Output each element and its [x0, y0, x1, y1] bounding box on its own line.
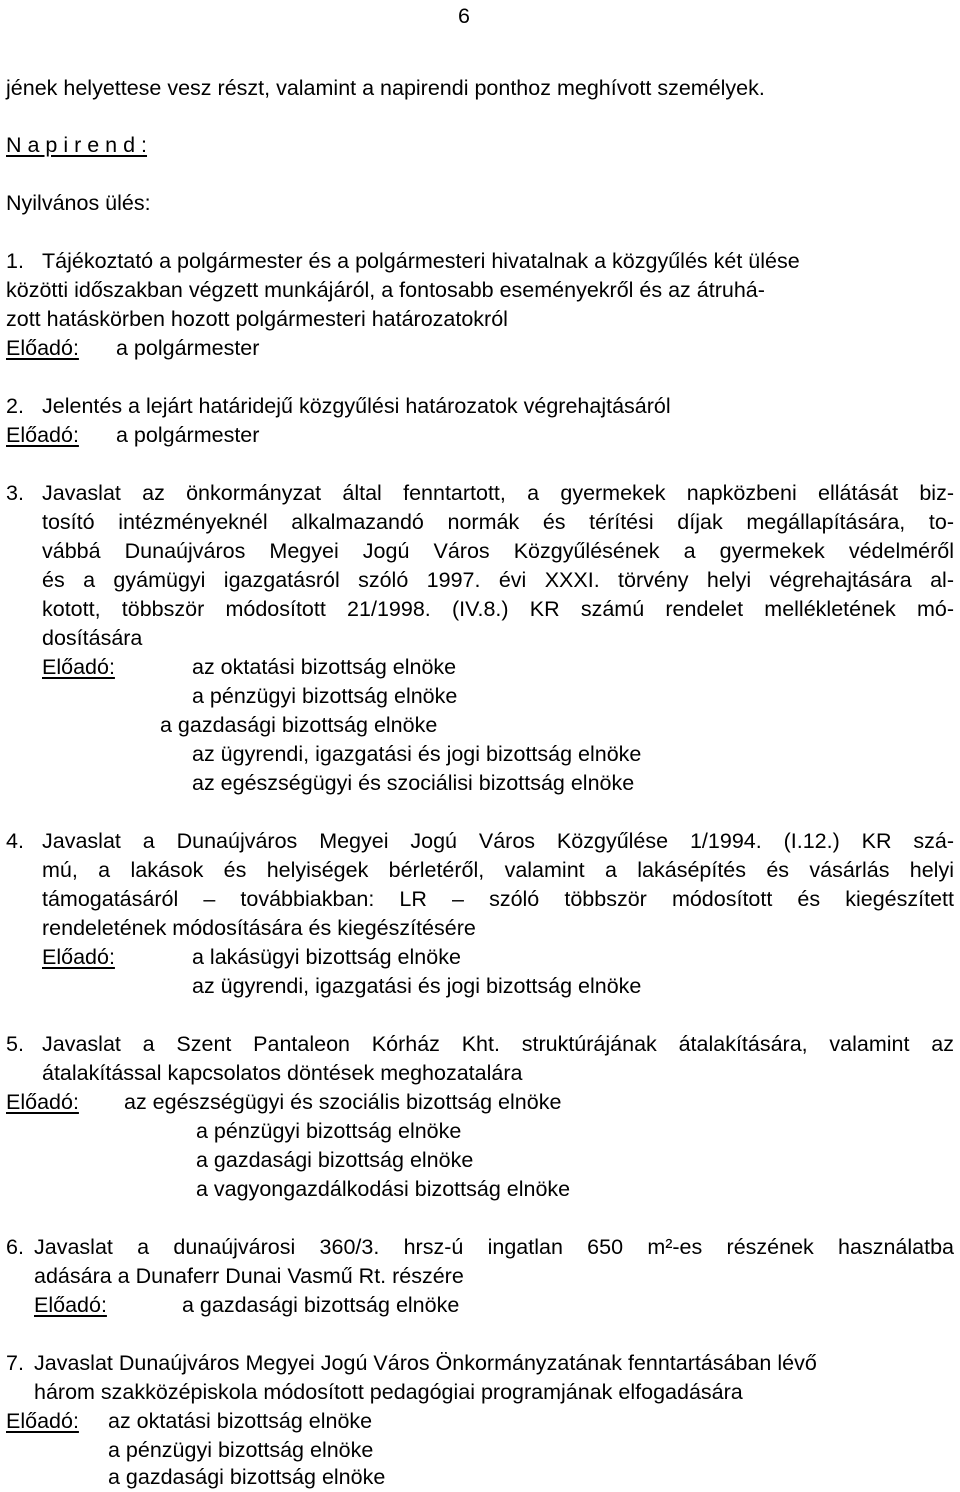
- presenter: a pénzügyi bizottság elnöke: [108, 1438, 374, 1462]
- presenter: a gazdasági bizottság elnöke: [108, 1465, 386, 1489]
- presenter-label: Előadó:: [6, 423, 79, 447]
- session-heading: Nyilvános ülés:: [6, 191, 151, 215]
- presenter: a lakásügyi bizottság elnöke: [192, 945, 461, 969]
- item-line: Javaslat a Szent Pantaleon Kórház Kht. struktúrájának átalakítására, valamint az: [42, 1032, 954, 1056]
- presenter: az oktatási bizottság elnöke: [192, 655, 457, 679]
- item-line: Jelentés a lejárt határidejű közgyűlési határozatok végrehajtásáról: [42, 394, 671, 418]
- presenter: a pénzügyi bizottság elnöke: [196, 1119, 462, 1143]
- presenter: az ügyrendi, igazgatási és jogi bizottság elnöke: [192, 742, 642, 766]
- intro-text: jének helyettese vesz részt, valamint a napirendi ponthoz meghívott személyek.: [6, 76, 765, 100]
- presenter: a gazdasági bizottság elnöke: [196, 1148, 474, 1172]
- item-number: 7.: [6, 1351, 24, 1375]
- presenter: a pénzügyi bizottság elnöke: [192, 684, 458, 708]
- presenter-label: Előadó:: [6, 1090, 79, 1114]
- item-line: rendeletének módosítására és kiegészítésére: [42, 916, 476, 940]
- item-line: vábbá Dunaújváros Megyei Jogú Város Közgyűlésének a gyermekek védelméről: [42, 539, 954, 563]
- item-number: 4.: [6, 829, 24, 853]
- agenda-heading: N a p i r e n d :: [6, 133, 148, 157]
- presenter: a polgármester: [116, 336, 260, 360]
- presenter-label: Előadó:: [6, 336, 79, 360]
- item-number: 2.: [6, 394, 24, 418]
- presenter: a polgármester: [116, 423, 260, 447]
- item-line: Tájékoztató a polgármester és a polgármesteri hivatalnak a közgyűlés két ülése: [42, 249, 800, 273]
- page-number: 6: [458, 4, 470, 28]
- presenter: az egészségügyi és szociális bizottság elnöke: [124, 1090, 562, 1114]
- presenter: az ügyrendi, igazgatási és jogi bizottság elnöke: [192, 974, 642, 998]
- presenter-label: Előadó:: [42, 945, 115, 969]
- item-line: Javaslat a Dunaújváros Megyei Jogú Város Közgyűlése 1/1994. (I.12.) KR szá-: [42, 829, 954, 853]
- presenter: a gazdasági bizottság elnöke: [160, 713, 438, 737]
- presenter: az oktatási bizottság elnöke: [108, 1409, 373, 1433]
- item-line: támogatásáról – továbbiakban: LR – szóló többször módosított és kiegészített: [42, 887, 954, 911]
- item-line: Javaslat az önkormányzat által fenntartott, a gyermekek napközbeni ellátását biz-: [42, 481, 954, 505]
- item-line: átalakítással kapcsolatos döntések meghozatalára: [42, 1061, 523, 1085]
- item-line: közötti időszakban végzett munkájáról, a fontosabb eseményekről és az átruhá-: [6, 278, 765, 302]
- presenter-label: Előadó:: [34, 1293, 107, 1317]
- item-line: Javaslat Dunaújváros Megyei Jogú Város Önkormányzatának fenntartásában lévő: [34, 1351, 817, 1375]
- item-line: három szakközépiskola módosított pedagógiai programjának elfogadására: [34, 1380, 743, 1404]
- item-line: dosítására: [42, 626, 143, 650]
- item-line: mú, a lakások és helyiségek bérletéről, valamint a lakásépítés és vásárlás helyi: [42, 858, 954, 882]
- item-number: 6.: [6, 1235, 24, 1259]
- item-number: 1.: [6, 249, 24, 273]
- item-line: Javaslat a dunaújvárosi 360/3. hrsz-ú ingatlan 650 m²-es részének használatba: [34, 1235, 954, 1259]
- presenter-label: Előadó:: [42, 655, 115, 679]
- item-line: és a gyámügyi igazgatásról szóló 1997. évi XXXI. törvény helyi végrehajtására al-: [42, 568, 954, 592]
- presenter: a vagyongazdálkodási bizottság elnöke: [196, 1177, 571, 1201]
- item-line: adására a Dunaferr Dunai Vasmű Rt. részére: [34, 1264, 464, 1288]
- presenter: az egészségügyi és szociálisi bizottság elnöke: [192, 771, 635, 795]
- item-line: zott hatáskörben hozott polgármesteri határozatokról: [6, 307, 508, 331]
- presenter: a gazdasági bizottság elnöke: [182, 1293, 460, 1317]
- presenter-label: Előadó:: [6, 1409, 79, 1433]
- item-number: 3.: [6, 481, 24, 505]
- item-line: kotott, többször módosított 21/1998. (IV.8.) KR számú rendelet mellékletének mó-: [42, 597, 954, 621]
- item-number: 5.: [6, 1032, 24, 1056]
- item-line: tosító intézményeknél alkalmazandó normák és térítési díjak megállapítására, to-: [42, 510, 954, 534]
